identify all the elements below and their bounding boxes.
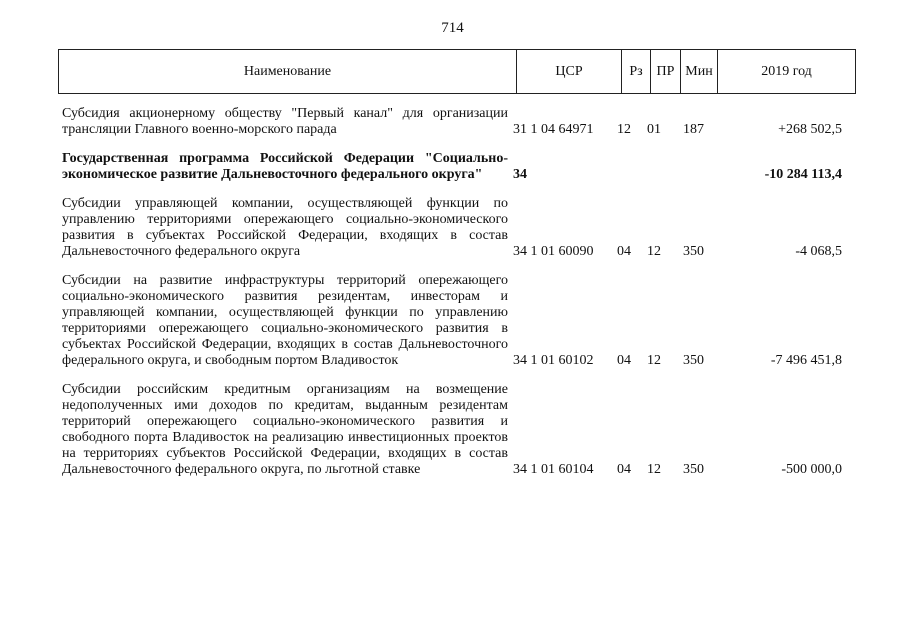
table-header bbox=[58, 49, 856, 94]
row-name: Субсидии российским кредитным организациям на возмещение недополученных ими доходов по кредитам, выданным резидентам территорий опережающего социально-экономического развития и свободного порта Владивосток на реализацию инвестиционных проектов на территориях субъектов Российской Федерации, входящих в состав Дальневосточного федерального округа, по льготной ставке bbox=[62, 382, 508, 477]
header-rz: Рз bbox=[622, 50, 651, 94]
row-name: Государственная программа Российской Федерации "Социально-экономическое развитие Дальневосточного федерального округа" bbox=[62, 151, 508, 182]
row-min: 350 bbox=[683, 353, 704, 368]
table-body bbox=[62, 106, 862, 491]
row-min: 350 bbox=[683, 462, 704, 477]
row-min: 350 bbox=[683, 244, 704, 259]
header-row bbox=[59, 50, 856, 94]
table-row bbox=[62, 106, 862, 138]
row-meta bbox=[62, 167, 842, 183]
row-amount: -500 000,0 bbox=[781, 462, 842, 477]
header-name: Наименование bbox=[59, 50, 517, 94]
row-pr: 12 bbox=[647, 244, 661, 259]
row-pr: 12 bbox=[647, 353, 661, 368]
row-csr: 34 1 01 60090 bbox=[513, 244, 594, 259]
row-csr: 31 1 04 64971 bbox=[513, 122, 594, 137]
row-rz: 04 bbox=[617, 462, 631, 477]
row-min: 187 bbox=[683, 122, 704, 137]
row-pr: 01 bbox=[647, 122, 661, 137]
header-min: Мин bbox=[681, 50, 718, 94]
row-amount: -7 496 451,8 bbox=[770, 353, 842, 368]
header-pr: ПР bbox=[651, 50, 681, 94]
row-name: Субсидии управляющей компании, осуществляющей функции по управлению территориями опережающего социально-экономического развития в субъектах Российской Федерации, входящих в состав Дальневосточного федерального округа bbox=[62, 196, 508, 259]
row-meta bbox=[62, 462, 842, 478]
row-csr: 34 1 01 60102 bbox=[513, 353, 594, 368]
row-meta bbox=[62, 353, 842, 369]
page-number: 714 bbox=[441, 20, 464, 36]
row-meta bbox=[62, 244, 842, 260]
table-row bbox=[62, 196, 862, 260]
table-row bbox=[62, 273, 862, 369]
header-csr: ЦСР bbox=[517, 50, 622, 94]
row-csr: 34 bbox=[513, 167, 527, 182]
header-year: 2019 год bbox=[718, 50, 856, 94]
row-meta bbox=[62, 122, 842, 138]
row-name: Субсидии на развитие инфраструктуры территорий опережающего социально-экономического развития резидентам, инвесторам и управляющей компании, осуществляющей функции по управлению территориями опережающего социально-экономического развития в субъектах Российской Федерации, входящих в состав Дальневосточного федерального округа, и свободным портом Владивосток bbox=[62, 273, 508, 368]
row-rz: 04 bbox=[617, 353, 631, 368]
row-rz: 04 bbox=[617, 244, 631, 259]
row-rz: 12 bbox=[617, 122, 631, 137]
row-amount: -4 068,5 bbox=[795, 244, 842, 259]
row-amount: -10 284 113,4 bbox=[764, 167, 842, 182]
row-csr: 34 1 01 60104 bbox=[513, 462, 594, 477]
table-row-program bbox=[62, 151, 862, 183]
row-name: Субсидия акционерному обществу "Первый канал" для организации трансляции Главного военно-морского парада bbox=[62, 106, 508, 137]
row-amount: +268 502,5 bbox=[778, 122, 842, 137]
row-pr: 12 bbox=[647, 462, 661, 477]
table-row bbox=[62, 382, 862, 478]
